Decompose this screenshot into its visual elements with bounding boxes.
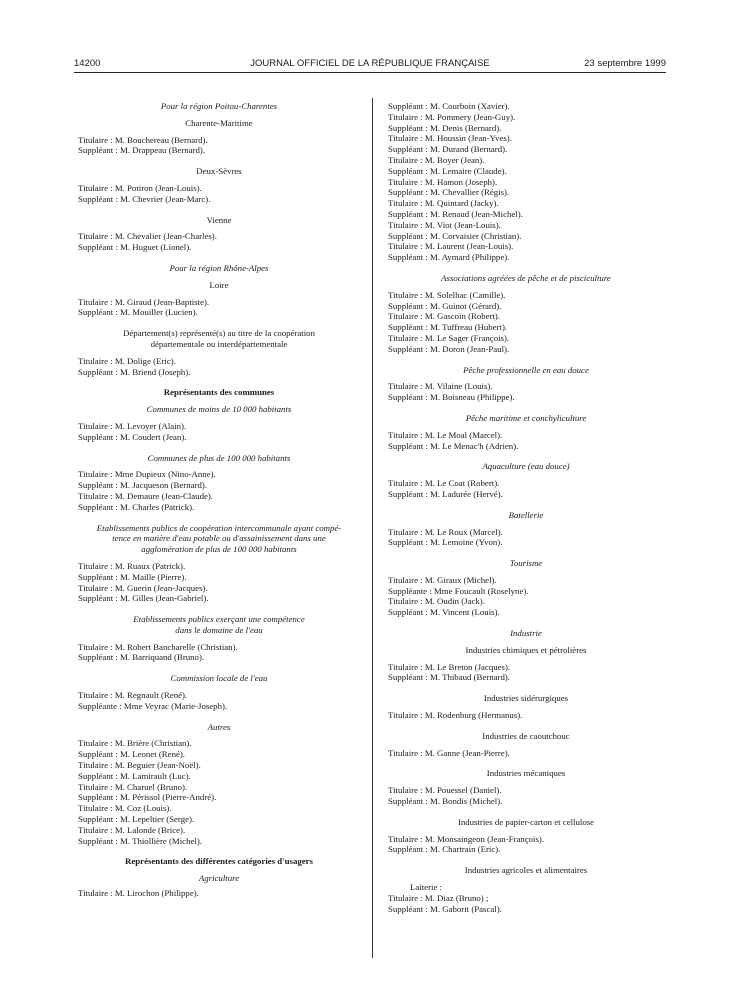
section-heading: Tourisme xyxy=(509,558,543,569)
subsection-heading: Industries sidérurgiques xyxy=(483,693,569,704)
subsection-heading-block xyxy=(78,166,360,177)
subsection-heading-block xyxy=(388,731,664,742)
member-line: Suppléant : M. Renaud (Jean-Michel). xyxy=(388,208,523,219)
member-line: Suppléante : Mme Foucault (Roselyne). xyxy=(388,585,529,596)
right-column xyxy=(388,101,664,914)
category-heading-block xyxy=(78,387,360,398)
member-line: Suppléant : M. Chevrier (Jean-Marc). xyxy=(78,193,211,204)
member-line: Suppléant : M. Corvaisier (Christian). xyxy=(388,230,522,241)
section-heading-block xyxy=(388,510,664,521)
member-line: Suppléant : M. Vincent (Louis). xyxy=(388,607,500,618)
member-line: Titulaire : M. Diaz (Bruno) ; xyxy=(388,892,489,903)
member-list xyxy=(388,478,664,500)
member-line: Titulaire : M. Boyer (Jean). xyxy=(388,154,485,165)
member-list xyxy=(388,710,664,721)
section-heading: Pour la région Rhône-Alpes xyxy=(169,262,269,273)
section-heading-block xyxy=(78,873,360,884)
member-line: Titulaire : M. Giraux (Michel). xyxy=(388,574,497,585)
journal-title: JOURNAL OFFICIEL DE LA RÉPUBLIQUE FRANÇAISE xyxy=(250,58,490,69)
member-line: Suppléant : M. Gaborit (Pascal). xyxy=(388,903,502,914)
subsection-heading-block xyxy=(388,865,664,876)
section-heading-block xyxy=(388,461,664,472)
section-heading: Autres xyxy=(207,721,231,732)
member-line: Titulaire : M. Ganne (Jean-Pierre). xyxy=(388,747,510,758)
section-heading-block xyxy=(78,404,360,415)
section-heading: Agriculture xyxy=(198,873,240,884)
member-line: Suppléant : M. Boisneau (Philippe). xyxy=(388,392,515,403)
subsection-heading-block xyxy=(388,645,664,656)
member-line: Titulaire : M. Potiron (Jean-Louis). xyxy=(78,182,202,193)
member-line: Titulaire : M. Laurent (Jean-Louis). xyxy=(388,241,514,252)
member-line: Titulaire : M. Le Moal (Marcel). xyxy=(388,429,503,440)
subsection-heading: Industries chimiques et pétrolières xyxy=(465,644,587,655)
page-header xyxy=(74,58,666,72)
member-line: Titulaire : M. Levoyer (Alain). xyxy=(78,420,187,431)
subcategory-label: Laiterie : xyxy=(410,882,442,893)
member-list xyxy=(78,183,360,205)
member-line: Suppléant : M. Barriquand (Bruno). xyxy=(78,652,205,663)
subsection-heading: Loire xyxy=(209,279,229,290)
member-line: Suppléant : M. Thiollière (Michel). xyxy=(78,835,202,846)
section-heading-block xyxy=(388,558,664,569)
member-line: Titulaire : M. Pouessel (Daniel). xyxy=(388,785,502,796)
member-list xyxy=(388,662,664,684)
member-line: Titulaire : M. Hamon (Joseph). xyxy=(388,176,498,187)
member-list xyxy=(78,888,360,899)
member-line: Suppléant : M. Briend (Joseph). xyxy=(78,366,191,377)
member-list xyxy=(388,748,664,759)
member-line: Titulaire : M. Bouchereau (Bernard). xyxy=(78,134,208,145)
member-line: Titulaire : M. Charuel (Bruno). xyxy=(78,781,188,792)
member-line: Titulaire : M. Ruaux (Patrick). xyxy=(78,560,186,571)
member-list xyxy=(78,421,360,443)
member-line: Suppléant : M. Leonet (René). xyxy=(78,749,186,760)
subsection-heading: Industries de caoutchouc xyxy=(482,730,570,741)
member-list xyxy=(78,297,360,319)
subsection-heading-block xyxy=(388,768,664,779)
section-heading-block xyxy=(388,628,664,639)
subsection-heading-block xyxy=(388,817,664,828)
member-line: Suppléant : M. Lepeltier (Serge). xyxy=(78,814,195,825)
member-line: Suppléant : M. Thibaud (Bernard). xyxy=(388,672,510,683)
member-line: Titulaire : M. Viot (Jean-Louis). xyxy=(388,219,501,230)
subsection-heading-block xyxy=(78,118,360,129)
subsection-heading: Charente-Maritime xyxy=(185,117,253,128)
member-list xyxy=(78,356,360,378)
member-line: Titulaire : M. Le Breton (Jacques). xyxy=(388,661,511,672)
member-line: Titulaire : M. Gascoin (Robert). xyxy=(388,311,501,322)
member-line: Suppléant : M. Lamirault (Luc). xyxy=(78,770,191,781)
member-line: Suppléant : M. Durand (Bernard). xyxy=(388,144,508,155)
member-line: Suppléant : M. Courboin (Xavier). xyxy=(388,101,510,111)
category-heading-block xyxy=(78,856,360,867)
member-line: Suppléant : M. Charles (Patrick). xyxy=(78,501,195,512)
member-line: Suppléant : M. Aymard (Philippe). xyxy=(388,252,510,263)
member-line: Titulaire : M. Vilaine (Louis). xyxy=(388,381,493,392)
section-heading-block xyxy=(78,614,360,636)
member-line: Suppléant : M. Périssol (Pierre-André). xyxy=(78,792,217,803)
subsection-heading: Industries de papier-carton et cellulose xyxy=(457,816,595,827)
header-rule xyxy=(74,72,666,73)
member-line: Suppléante : Mme Veyrac (Marie-Joseph). xyxy=(78,700,228,711)
subsection-heading-block xyxy=(388,693,664,704)
member-line: Titulaire : M. Pommery (Jean-Guy). xyxy=(388,111,516,122)
member-line: Suppléant : M. Bondis (Michel). xyxy=(388,796,503,807)
member-line: Suppléant : M. Gilles (Jean-Gabriel). xyxy=(78,593,209,604)
member-line: Titulaire : M. Lirochon (Philippe). xyxy=(78,888,199,899)
section-heading: Pêche professionnelle en eau douce xyxy=(463,364,589,375)
member-line: Suppléant : M. Lemaire (Claude). xyxy=(388,165,507,176)
member-line: Titulaire : M. Regnault (René). xyxy=(78,690,188,701)
subcategory-label-block xyxy=(388,882,664,893)
member-line: Suppléant : M. Huguet (Lionel). xyxy=(78,242,192,253)
section-heading: Batellerie xyxy=(508,509,544,520)
member-line: Titulaire : M. Demaure (Jean-Claude). xyxy=(78,490,214,501)
section-heading: Communes de plus de 100 000 habitants xyxy=(147,452,291,463)
member-list xyxy=(388,101,664,263)
section-heading-block xyxy=(388,413,664,424)
member-line: Suppléant : M. Denis (Bernard). xyxy=(388,122,502,133)
column-divider xyxy=(372,98,373,958)
member-list xyxy=(78,231,360,253)
member-line: Titulaire : M. Monsaingeon (Jean-François). xyxy=(388,833,545,844)
section-heading-block xyxy=(78,673,360,684)
member-line: Titulaire : M. Dolige (Eric). xyxy=(78,355,176,366)
member-list xyxy=(388,575,664,618)
subsection-heading-block xyxy=(78,215,360,226)
page-number: 14200 xyxy=(74,58,101,69)
member-line: Suppléant : M. Chevallier (Régis). xyxy=(388,187,510,198)
category-heading: Représentants des communes xyxy=(163,387,275,398)
member-list xyxy=(388,834,664,856)
member-line: Suppléant : M. Ladurée (Hervé). xyxy=(388,488,503,499)
member-line: Titulaire : M. Le Coat (Robert). xyxy=(388,478,500,489)
member-list xyxy=(78,690,360,712)
member-line: Suppléant : M. Lemoine (Yvon). xyxy=(388,537,503,548)
member-line: Titulaire : M. Giraud (Jean-Baptiste). xyxy=(78,296,210,307)
subsection-heading: Industries agricoles et alimentaires xyxy=(464,865,588,876)
section-heading: Communes de moins de 10 000 habitants xyxy=(146,404,292,415)
member-line: Suppléant : M. Le Menac'h (Adrien). xyxy=(388,440,519,451)
member-line: Titulaire : M. Coz (Louis). xyxy=(78,803,172,814)
member-line: Titulaire : M. Houssin (Jean-Yves). xyxy=(388,133,512,144)
member-list xyxy=(388,893,664,915)
heading-line: agglomération de plus de 100 000 habitants xyxy=(141,544,297,555)
heading-line: Etablissements publics de coopération intercommunale ayant compé- xyxy=(96,522,342,533)
member-line: Suppléant : M. Drappeau (Bernard). xyxy=(78,145,206,156)
member-line: Suppléant : M. Doron (Jean-Paul). xyxy=(388,343,510,354)
member-line: Suppléant : M. Mouiller (Lucien). xyxy=(78,307,198,318)
section-heading: Pêche maritime et conchyliculture xyxy=(465,412,587,423)
section-heading-block xyxy=(78,453,360,464)
member-line: Suppléant : M. Jacqueson (Bernard). xyxy=(78,480,207,491)
member-list xyxy=(388,290,664,355)
member-line: Suppléant : M. Maille (Pierre). xyxy=(78,571,187,582)
left-column xyxy=(78,101,360,899)
section-heading: Etablissements publics exerçant une compétence xyxy=(133,614,305,625)
section-heading: dans le domaine de l'eau xyxy=(175,624,263,635)
section-heading: Commission locale de l'eau xyxy=(170,673,268,684)
publication-date: 23 septembre 1999 xyxy=(584,58,666,69)
member-list xyxy=(388,381,664,403)
member-line: Suppléant : M. Guinot (Gérard). xyxy=(388,300,502,311)
member-line: Titulaire : M. Beguier (Jean-Noël). xyxy=(78,760,201,771)
member-line: Suppléant : M. Chartrain (Eric). xyxy=(388,844,501,855)
section-heading-block xyxy=(78,101,360,112)
subsection-heading: Deux-Sèvres xyxy=(196,166,242,177)
heading-line: tence en matière d'eau potable ou d'assainissement dans une xyxy=(112,533,326,544)
section-heading: Industrie xyxy=(510,628,542,639)
member-list xyxy=(78,135,360,157)
member-line: Titulaire : M. Guerin (Jean-Jacques). xyxy=(78,582,208,593)
member-list xyxy=(78,642,360,664)
member-line: Titulaire : M. Chevalier (Jean-Charles). xyxy=(78,231,217,242)
subsection-heading-block xyxy=(78,328,360,350)
member-line: Titulaire : M. Brière (Christian). xyxy=(78,738,192,749)
section-heading-block xyxy=(78,722,360,733)
subsection-heading: Département(s) représenté(s) au titre de la coopération xyxy=(123,328,315,339)
member-list xyxy=(388,527,664,549)
subsection-heading-block xyxy=(78,280,360,291)
subsection-heading: Vienne xyxy=(206,214,232,225)
section-heading-block xyxy=(388,365,664,376)
member-line: Titulaire : M. Rodenburg (Hermanus). xyxy=(388,710,523,721)
member-line: Titulaire : M. Le Roux (Marcel). xyxy=(388,526,503,537)
member-line: Titulaire : M. Oudin (Jack). xyxy=(388,596,485,607)
member-line: Titulaire : Mme Dupieux (Nino-Anne). xyxy=(78,469,216,480)
section-heading xyxy=(78,523,360,555)
member-list xyxy=(78,469,360,512)
member-line: Titulaire : M. Le Sager (François). xyxy=(388,332,510,343)
member-list xyxy=(78,561,360,604)
section-heading-block xyxy=(388,273,664,284)
member-line: Titulaire : M. Quintard (Jacky). xyxy=(388,198,499,209)
member-line: Suppléant : M. Tuffreau (Hubert). xyxy=(388,322,508,333)
member-line: Titulaire : M. Lalonde (Brice). xyxy=(78,824,186,835)
member-list xyxy=(78,738,360,846)
section-heading: Pour la région Poitou-Charentes xyxy=(160,101,278,111)
member-list xyxy=(388,785,664,807)
category-heading: Représentants des différentes catégories d'usagers xyxy=(125,856,313,867)
member-line: Suppléant : M. Coudert (Jean). xyxy=(78,431,187,442)
section-heading-block xyxy=(78,263,360,274)
section-heading: Associations agréées de pêche et de pisciculture xyxy=(441,272,611,283)
section-heading: Aquaculture (eau douce) xyxy=(482,461,570,472)
subsection-heading: départementale ou interdépartementale xyxy=(150,338,288,349)
member-line: Titulaire : M. Robert Bancharelle (Christian). xyxy=(78,641,238,652)
member-list xyxy=(388,430,664,452)
subsection-heading: Industries mécaniques xyxy=(486,768,566,779)
member-line: Titulaire : M. Solelhac (Camille). xyxy=(388,289,506,300)
